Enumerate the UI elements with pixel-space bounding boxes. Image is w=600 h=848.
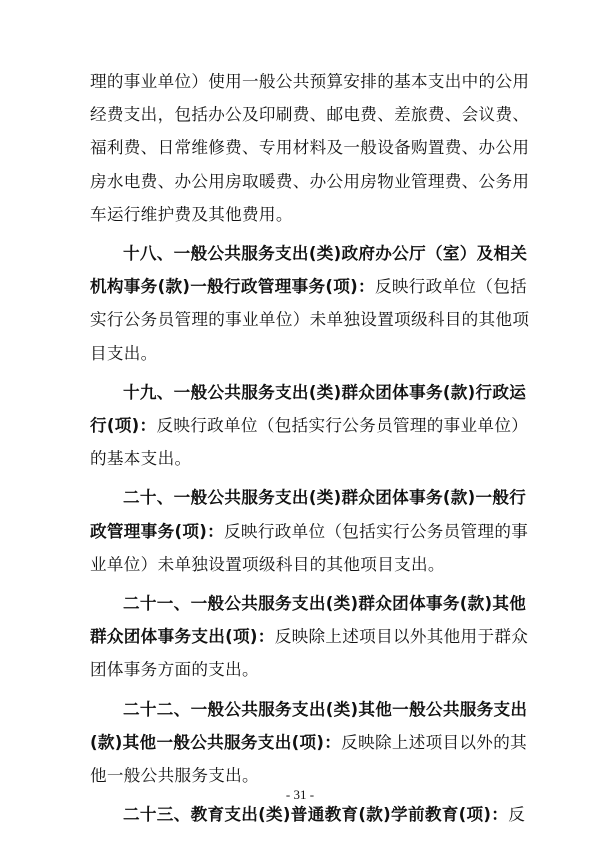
line-text: 反映行政单位（包括实行公务员管理的事: [224, 521, 529, 541]
text-line: [90, 303, 530, 336]
item-heading: 十九、一般公共服务支出(类)群众团体事务(款)行政运: [123, 382, 527, 402]
text-line: [90, 515, 529, 548]
body-text: [90, 65, 530, 837]
line-text: 房水电费、办公用房取暖费、办公用房物业管理费、公务用: [90, 171, 530, 191]
text-line: [90, 798, 526, 831]
paragraph-18: [90, 237, 530, 370]
item-heading: 政管理事务(项)：: [90, 521, 225, 541]
paragraph-19: [90, 376, 529, 476]
item-heading: 行(项)：: [90, 416, 157, 436]
line-text: 的基本支出。: [90, 449, 192, 469]
paragraph-23: [90, 798, 526, 831]
text-line: [90, 165, 530, 198]
line-text: 团体事务方面的支出。: [90, 660, 259, 680]
line-text: 福利费、日常维修费、专用材料及一般设备购置费、办公用: [90, 138, 530, 158]
line-text: 理的事业单位）使用一般公共预算安排的基本支出中的公用: [90, 72, 530, 91]
item-heading: 二十、一般公共服务支出(类)群众团体事务(款)一般行: [123, 488, 527, 508]
item-heading: 二十二、一般公共服务支出(类)其他一般公共服务支出: [123, 699, 528, 719]
item-heading: 十八、一般公共服务支出(类)政府办公厅（室）及相关: [123, 244, 528, 264]
line-text: 反映除上述项目以外其他用于群众: [274, 627, 529, 647]
item-heading: 二十三、教育支出(类)普通教育(款)学前教育(项)：: [123, 805, 509, 825]
line-text: 目支出。: [90, 343, 158, 363]
line-text: 经费支出，包括办公及印刷费、邮电费、差旅费、会议费、: [90, 105, 530, 125]
line-text: 他一般公共服务支出。: [90, 766, 259, 786]
text-line: [90, 270, 527, 303]
paragraph-20: [90, 481, 529, 581]
text-line: [90, 337, 518, 370]
text-line: [90, 587, 527, 620]
text-line: [90, 65, 530, 98]
line-text: 反映行政单位（包括实行公务员管理的事业单位）: [156, 416, 529, 436]
text-line: [90, 481, 527, 514]
text-line: [90, 653, 518, 686]
item-heading: 二十一、一般公共服务支出(类)群众团体事务(款)其他: [123, 594, 527, 614]
line-text: 实行公务员管理的事业单位）未单独设置项级科目的其他项: [90, 310, 530, 330]
text-line: [90, 620, 529, 653]
item-heading: 机构事务(款)一般行政管理事务(项)：: [90, 277, 375, 297]
text-line: [90, 131, 530, 164]
text-line: [90, 442, 518, 475]
text-line: [90, 726, 527, 759]
item-heading: (款)其他一般公共服务支出(项)：: [90, 732, 342, 752]
paragraph-22: [90, 693, 528, 793]
text-line: [90, 693, 528, 726]
line-text: 反映除上述项目以外的其: [341, 732, 527, 752]
paragraph-17-continued: [90, 65, 530, 231]
item-heading: 群众团体事务支出(项)：: [90, 627, 275, 647]
text-line: [90, 198, 518, 231]
text-line: [90, 237, 528, 270]
line-text: 业单位）未单独设置项级科目的其他项目支出。: [90, 554, 445, 574]
line-text: 反: [508, 805, 526, 825]
text-line: [90, 548, 518, 581]
text-line: [90, 376, 527, 409]
text-line: [90, 409, 529, 442]
page-number: - 31 -: [285, 787, 315, 802]
line-text: 车运行维护费及其他费用。: [90, 204, 293, 224]
paragraph-21: [90, 587, 529, 687]
text-line: [90, 98, 530, 131]
line-text: 反映行政单位（包括: [374, 277, 527, 297]
